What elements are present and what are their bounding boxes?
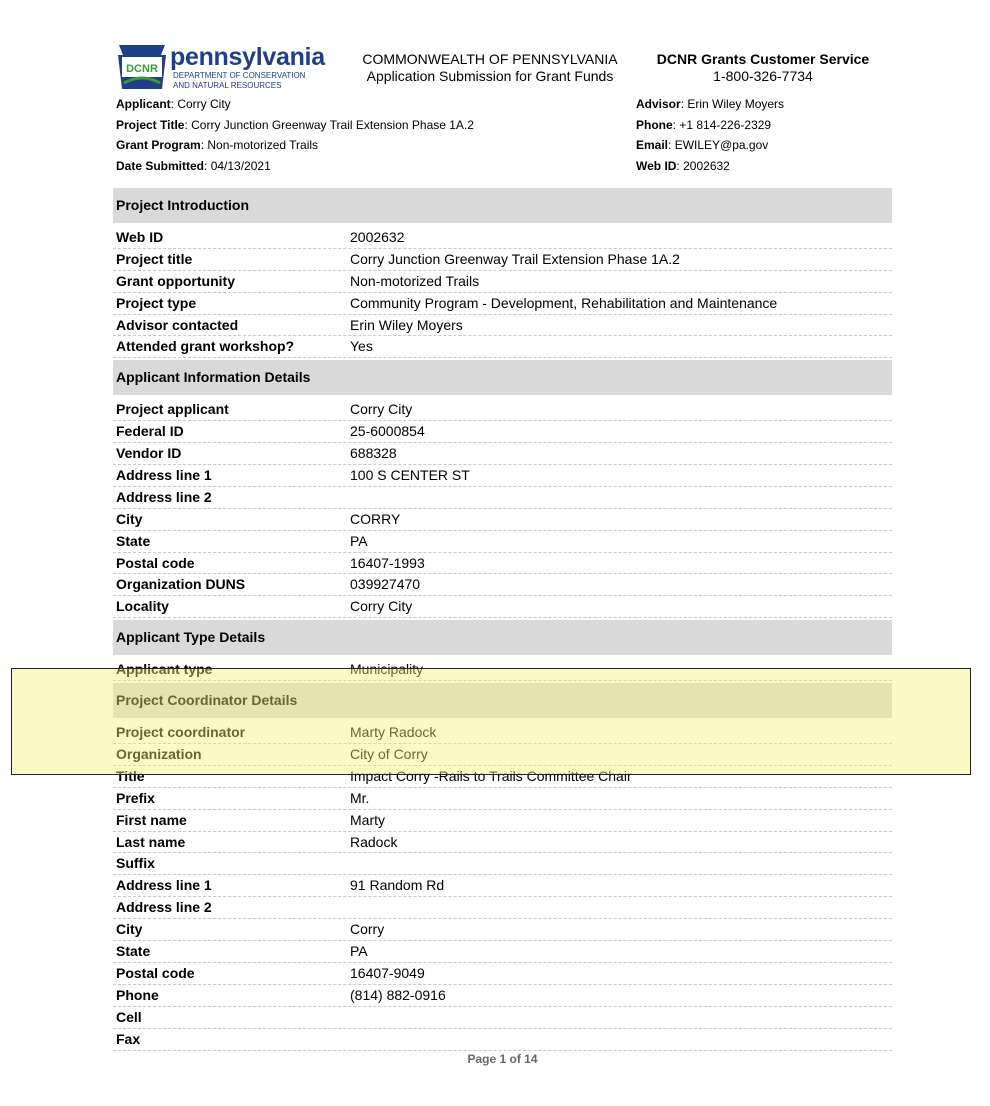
field-value: CORRY xyxy=(350,510,401,527)
customer-service-title: DCNR Grants Customer Service xyxy=(656,51,870,67)
header-commonwealth: COMMONWEALTH OF PENNSYLVANIA xyxy=(362,51,618,67)
field-row-last-name xyxy=(113,832,892,854)
field-value: Yes xyxy=(350,338,373,355)
field-label: Title xyxy=(116,767,145,784)
field-value: Mr. xyxy=(350,789,370,806)
field-row-project-coordinator xyxy=(113,722,892,744)
field-label: Phone xyxy=(116,986,159,1003)
page-number: Page 1 of 14 xyxy=(467,1052,538,1066)
field-label: City xyxy=(116,510,143,527)
field-row-suffix xyxy=(113,853,892,875)
field-label: Project applicant xyxy=(116,401,229,418)
field-row-address-line-1 xyxy=(113,875,892,897)
field-value: Corry City xyxy=(350,598,413,615)
application-form xyxy=(113,188,892,1053)
field-value: Impact Corry -Rails to Trails Committee Chair xyxy=(350,767,632,784)
field-label: Federal ID xyxy=(116,423,184,440)
section-header-applicant-information-details: Applicant Information Details xyxy=(113,360,892,395)
field-row-fax xyxy=(113,1029,892,1051)
meta-phone: Phone: +1 814-226-2329 xyxy=(636,117,772,132)
field-label: Locality xyxy=(116,598,169,615)
field-value: 16407-1993 xyxy=(350,554,425,571)
field-value: City of Corry xyxy=(350,746,428,763)
field-label: Organization xyxy=(116,746,202,763)
field-value: Corry Junction Greenway Trail Extension Phase 1A.2 xyxy=(350,250,680,267)
field-label: Cell xyxy=(116,1008,142,1025)
meta-date-submitted: Date Submitted: 04/13/2021 xyxy=(116,159,271,174)
field-value: Marty Radock xyxy=(350,724,437,741)
field-value: 25-6000854 xyxy=(350,423,425,440)
meta-project-title: Project Title: Corry Junction Greenway Trail Extension Phase 1A.2 xyxy=(116,117,474,132)
field-label: City xyxy=(116,921,143,938)
meta-applicant: Applicant: Corry City xyxy=(116,97,231,111)
logo-badge-text: DCNR xyxy=(126,63,158,75)
field-row-locality xyxy=(113,596,892,618)
field-value: PA xyxy=(350,943,368,960)
meta-grant-program: Grant Program: Non-motorized Trails xyxy=(116,138,319,153)
field-row-attended-grant-workshop xyxy=(113,336,892,358)
field-value: 688328 xyxy=(350,445,397,462)
field-label: Address line 2 xyxy=(116,899,212,916)
field-row-project-applicant xyxy=(113,399,892,421)
field-value: 2002632 xyxy=(350,229,405,245)
field-value: Municipality xyxy=(350,661,424,678)
section-header-project-coordinator-details: Project Coordinator Details xyxy=(113,683,892,718)
field-value: Non-motorized Trails xyxy=(350,272,480,289)
header-application-title: Application Submission for Grant Funds xyxy=(366,68,614,84)
field-label: Postal code xyxy=(116,554,195,571)
field-row-title xyxy=(113,766,892,788)
keystone-logo-icon xyxy=(116,43,168,91)
applicant-meta xyxy=(116,94,474,177)
field-label: Organization DUNS xyxy=(116,576,246,593)
field-row-vendor-id xyxy=(113,443,892,465)
field-row-project-title xyxy=(113,249,892,271)
meta-web-id: Web ID: 2002632 xyxy=(636,159,730,174)
field-row-city xyxy=(113,919,892,941)
field-label: Vendor ID xyxy=(116,445,182,462)
field-value: 16407-9049 xyxy=(350,964,425,981)
field-label: Project coordinator xyxy=(116,724,246,741)
logo-subtitle xyxy=(173,71,305,90)
field-label: First name xyxy=(116,811,187,828)
field-row-first-name xyxy=(113,810,892,832)
field-label: Web ID xyxy=(116,229,164,245)
field-row-postal-code xyxy=(113,553,892,575)
field-value: 100 S CENTER ST xyxy=(350,467,470,484)
meta-advisor: Advisor: Erin Wiley Moyers xyxy=(636,97,785,111)
field-label: Project title xyxy=(116,250,193,267)
section-header-applicant-type-details: Applicant Type Details xyxy=(113,620,892,655)
field-label: Address line 1 xyxy=(116,877,212,894)
field-label: Suffix xyxy=(116,855,155,872)
field-value: 039927470 xyxy=(350,576,421,593)
field-row-grant-opportunity xyxy=(113,271,892,293)
field-row-city xyxy=(113,509,892,531)
field-row-applicant-type xyxy=(113,659,892,681)
field-label: Postal code xyxy=(116,964,195,981)
field-value: Corry xyxy=(350,921,385,938)
field-row-organization xyxy=(113,744,892,766)
advisor-meta xyxy=(636,94,784,177)
field-value: Corry City xyxy=(350,401,413,418)
field-row-address-line-2 xyxy=(113,897,892,919)
logo-subtitle-line1: DEPARTMENT OF CONSERVATION xyxy=(173,71,306,80)
field-row-web-id xyxy=(113,227,892,249)
field-row-project-type xyxy=(113,293,892,315)
field-row-state xyxy=(113,531,892,553)
dcnr-logo xyxy=(116,43,325,93)
field-label: State xyxy=(116,532,151,549)
field-label: Advisor contacted xyxy=(116,316,239,333)
field-label: Address line 2 xyxy=(116,488,212,505)
header-center xyxy=(340,51,640,85)
field-label: Prefix xyxy=(116,789,155,806)
field-row-postal-code xyxy=(113,963,892,985)
field-value: Erin Wiley Moyers xyxy=(350,316,463,333)
customer-service-phone: 1-800-326-7734 xyxy=(713,68,813,84)
field-row-address-line-2 xyxy=(113,487,892,509)
field-value: Community Program - Development, Rehabilitation and Maintenance xyxy=(350,294,778,311)
field-label: Last name xyxy=(116,833,186,850)
field-row-federal-id xyxy=(113,421,892,443)
field-row-organization-duns xyxy=(113,574,892,596)
header-customer-service xyxy=(640,51,886,85)
field-label: Attended grant workshop? xyxy=(116,338,295,355)
field-row-state xyxy=(113,941,892,963)
field-label: Fax xyxy=(116,1030,141,1047)
field-value: 91 Random Rd xyxy=(350,877,445,894)
field-value: PA xyxy=(350,532,368,549)
section-header-project-introduction: Project Introduction xyxy=(113,188,892,223)
field-label: Address line 1 xyxy=(116,467,212,484)
logo-subtitle-line2: AND NATURAL RESOURCES xyxy=(173,80,282,90)
field-label: State xyxy=(116,943,151,960)
field-label: Grant opportunity xyxy=(116,272,235,289)
field-row-advisor-contacted xyxy=(113,315,892,337)
logo-name: pennsylvania xyxy=(170,43,325,71)
meta-email: Email: EWILEY@pa.gov xyxy=(636,138,769,153)
field-value: (814) 882-0916 xyxy=(350,986,446,1003)
field-row-phone xyxy=(113,985,892,1007)
field-value: Radock xyxy=(350,833,398,850)
field-row-cell xyxy=(113,1007,892,1029)
field-row-prefix xyxy=(113,788,892,810)
field-label: Applicant type xyxy=(116,661,213,678)
field-label: Project type xyxy=(116,294,197,311)
field-row-address-line-1 xyxy=(113,465,892,487)
field-value: Marty xyxy=(350,811,385,828)
